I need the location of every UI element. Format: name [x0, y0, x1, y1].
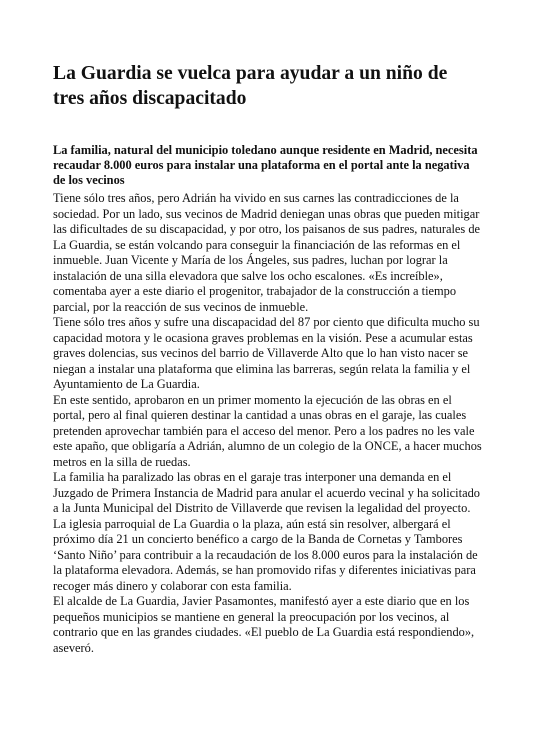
body-paragraph: Tiene sólo tres años y sufre una discapacidad del 87 por ciento que dificulta mucho su capacidad motora y le ocasiona graves problemas en la visión. Pese a acumular estas graves dolencias, sus vecinos del barrio de Villaverde Alto que lo han visto nacer se niegan a instalar una plataforma que elimina las barreras, según relata la familia y el Ayuntamiento de La Guardia. — [53, 315, 480, 391]
article-body — [53, 191, 485, 656]
body-paragraph: La iglesia parroquial de La Guardia o la plaza, aún está sin resolver, albergará el próximo día 21 un concierto benéfico a cargo de la Banda de Cornetas y Tambores ‘Santo Niño’ para contribuir a la recaudación de los 8.000 euros para la instalación de la plataforma elevadora. Además, se han promovido rifas y diferentes iniciativas para recoger más dinero y colaborar con esta familia. — [53, 516, 478, 593]
body-paragraph: Tiene sólo tres años, pero Adrián ha vivido en sus carnes las contradicciones de la sociedad. Por un lado, sus vecinos de Madrid deniegan unas obras que pueden mitigar las dificultades de su discapacidad, y por otro, los paisanos de sus padres, naturales de La Guardia, se están volcando para conseguir la financiación de las reformas en el inmueble. Juan Vicente y María de los Ángeles, sus padres, luchan por lograr la instalación de una silla elevadora que salve los ocho escalones. «Es increíble», comentaba ayer a este diario el progenitor, trabajador de la construcción a tiempo parcial, por la reacción de sus vecinos de inmueble. — [53, 191, 481, 314]
body-paragraph: El alcalde de La Guardia, Javier Pasamontes, manifestó ayer a este diario que en los pequeños municipios se mantiene en general la preocupación por los vecinos, al contrario que en las grandes ciudades. «El pueblo de La Guardia está respondiendo», aseveró. — [53, 594, 475, 655]
article-headline: La Guardia se vuelca para ayudar a un niño de tres años discapacitado — [53, 63, 448, 109]
article-lead: La familia, natural del municipio toledano aunque residente en Madrid, necesita recaudar 8.000 euros para instalar una plataforma en el portal ante la negativa de los vecinos — [53, 143, 478, 187]
body-paragraph: La familia ha paralizado las obras en el garaje tras interponer una demanda en el Juzgado de Primera Instancia de Madrid para anular el acuerdo vecinal y ha solicitado a la Junta Municipal del Distrito de Villaverde que revisen la legalidad del proyecto. — [53, 470, 480, 515]
body-paragraph: En este sentido, aprobaron en un primer momento la ejecución de las obras en el portal, pero al final quieren destinar la cantidad a unas obras en el garaje, las cuales pretenden aprovechar también para el acceso del menor. Pero a los padres no les vale este apaño, que obligaría a Adrián, alumno de un colegio de la ONCE, a hacer muchos metros en la silla de ruedas. — [53, 392, 482, 469]
